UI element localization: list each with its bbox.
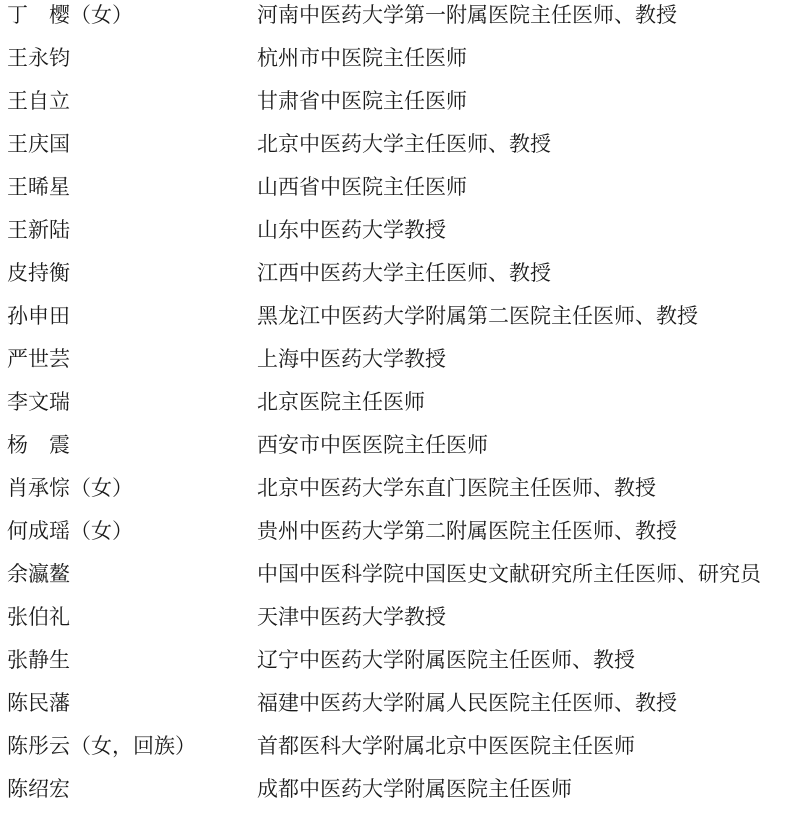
list-item	[0, 344, 807, 387]
member-name: 陈彤云（女，回族）	[7, 734, 196, 758]
member-title: 北京中医药大学东直门医院主任医师、教授	[257, 476, 656, 500]
list-item	[0, 301, 807, 344]
member-title: 贵州中医药大学第二附属医院主任医师、教授	[257, 519, 677, 543]
member-name: 严世芸	[7, 347, 70, 371]
list-item	[0, 129, 807, 172]
member-title: 上海中医药大学教授	[257, 347, 446, 371]
list-item	[0, 774, 807, 817]
list-item	[0, 86, 807, 129]
list-item	[0, 473, 807, 516]
list-item	[0, 516, 807, 559]
list-item	[0, 258, 807, 301]
member-name: 王晞星	[7, 175, 70, 199]
member-title: 福建中医药大学附属人民医院主任医师、教授	[257, 691, 677, 715]
list-item	[0, 559, 807, 602]
list-item	[0, 645, 807, 688]
member-title: 河南中医药大学第一附属医院主任医师、教授	[257, 3, 677, 27]
member-name: 肖承悰（女）	[7, 476, 133, 500]
member-title: 杭州市中医院主任医师	[257, 46, 467, 70]
member-title: 江西中医药大学主任医师、教授	[257, 261, 551, 285]
member-name: 余瀛鳌	[7, 562, 70, 586]
member-title: 北京中医药大学主任医师、教授	[257, 132, 551, 156]
list-item	[0, 387, 807, 430]
list-item	[0, 688, 807, 731]
member-name: 王新陆	[7, 218, 70, 242]
member-name: 何成瑶（女）	[7, 519, 133, 543]
list-item	[0, 215, 807, 258]
member-title: 西安市中医医院主任医师	[257, 433, 488, 457]
member-title: 黑龙江中医药大学附属第二医院主任医师、教授	[257, 304, 698, 328]
member-name: 孙申田	[7, 304, 70, 328]
member-title: 北京医院主任医师	[257, 390, 425, 414]
member-name: 杨 震	[7, 433, 70, 457]
list-item	[0, 0, 807, 43]
member-title: 成都中医药大学附属医院主任医师	[257, 777, 572, 801]
list-item	[0, 43, 807, 86]
member-name: 王庆国	[7, 132, 70, 156]
member-title: 山西省中医院主任医师	[257, 175, 467, 199]
member-title: 中国中医科学院中国医史文献研究所主任医师、研究员	[257, 562, 761, 586]
member-name: 陈绍宏	[7, 777, 70, 801]
member-name: 张伯礼	[7, 605, 70, 629]
member-name: 皮持衡	[7, 261, 70, 285]
member-name: 丁 樱（女）	[7, 3, 133, 27]
list-item	[0, 602, 807, 645]
member-name: 李文瑞	[7, 390, 70, 414]
member-title: 甘肃省中医院主任医师	[257, 89, 467, 113]
list-item	[0, 172, 807, 215]
member-title: 辽宁中医药大学附属医院主任医师、教授	[257, 648, 635, 672]
list-item	[0, 430, 807, 473]
member-title: 山东中医药大学教授	[257, 218, 446, 242]
list-item	[0, 731, 807, 774]
member-name: 王自立	[7, 89, 70, 113]
member-name: 陈民藩	[7, 691, 70, 715]
member-title: 天津中医药大学教授	[257, 605, 446, 629]
member-name: 张静生	[7, 648, 70, 672]
member-name: 王永钧	[7, 46, 70, 70]
member-title: 首都医科大学附属北京中医医院主任医师	[257, 734, 635, 758]
